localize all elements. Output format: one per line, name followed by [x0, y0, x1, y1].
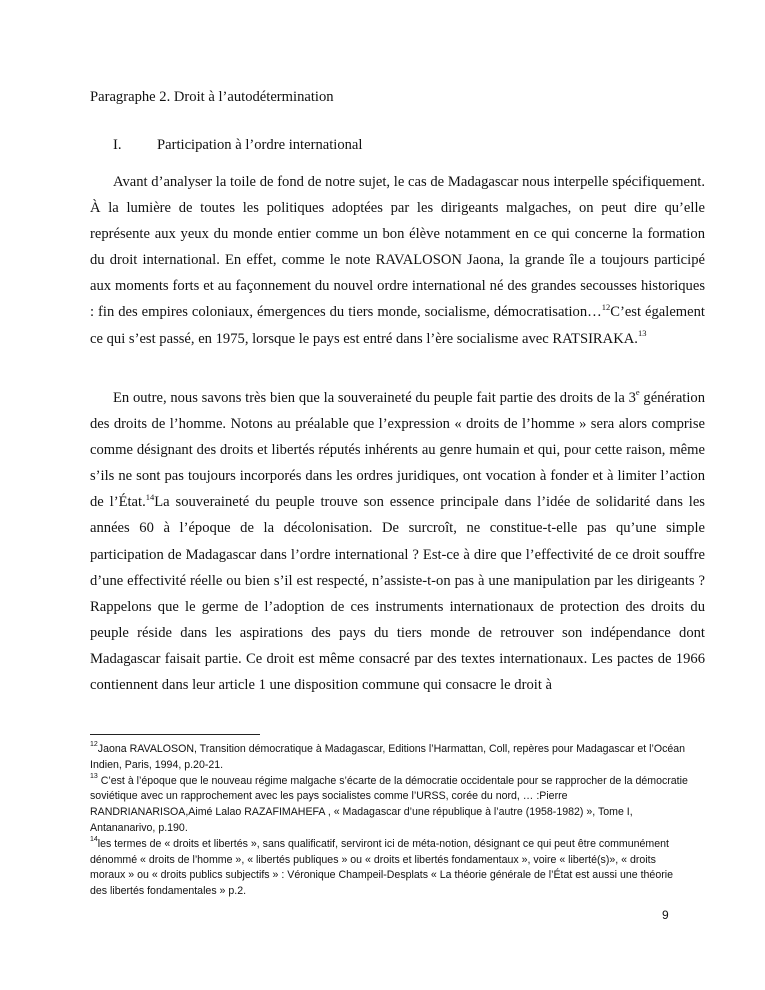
footnote-number: 12	[90, 741, 98, 749]
footnote-text: C’est à l’époque que le nouveau régime malgache s’écarte de la démocratie occidentale pour se rapprocher de la démocratie soviétique avec un rapprochement avec les pays socialistes comme l’URSS, corée du nord, … :Pierre RANDRIANARISOA,Aimé Lalao RAZAFIMAHEFA , « Madagascar d’une république à l’autre (1958-1982) », Tome I, Antananarivo, p.190.	[90, 774, 688, 834]
paragraph-text: C’est également ce qui s’est passé, en 1975, lorsque le pays est entré dans l’ère socialisme avec RATSIRAKA.	[90, 304, 705, 347]
footnotes	[90, 742, 690, 900]
footnote	[90, 837, 690, 900]
footnote-number: 14	[90, 836, 98, 844]
footnote-ref-12[interactable]: 12	[601, 301, 611, 312]
footnote	[90, 742, 690, 774]
page-number: 9	[662, 908, 669, 922]
footnote-text: Jaona RAVALOSON, Transition démocratique à Madagascar, Editions l’Harmattan, Coll, repères pour Madagascar et l’Océan Indien, Paris, 1994, p.20-21.	[90, 743, 686, 771]
subsection-heading	[90, 137, 690, 154]
footnote-number: 13	[90, 773, 98, 781]
footnote-ref-13[interactable]: 13	[637, 327, 647, 338]
footnote-text: les termes de « droits et libertés », sans qualificatif, serviront ici de méta-notion, désignant ce qui peut être communément dénommé « droits de l’homme », « libertés publiques » ou « droits et libertés fondamentaux », voire « liberté(s)», « droits moraux » ou « droits publics subjectifs » : Véronique Champeil-Desplats « La théorie générale de l’État est aussi une théorie des libertés fondamentales » p.2.	[90, 837, 673, 898]
paragraph-text: La souveraineté du peuple trouve son essence principale dans l’idée de solidarité dans les années 60 à l’époque de la décolonisation. De surcroît, ne constitue-t-elle pas qu’une simple participation de Madagascar dans l’ordre international ? Est-ce à dire que l’effectivité de ce droit souffre d’une effectivité réelle ou bien s’il est respecté, n’assiste-t-on pas à une manipulation par les dirigeants ? Rappelons que le germe de l’adoption de ces instruments internationaux de protection des droits du peuple réside dans les aspirations des pays du tiers monde de retrouver son indépendance dont Madagascar faisait partie. Ce droit est même consacré par des textes internationaux. Les pactes de 1966 contiennent dans leur article 1 une disposition commune qui consacre le droit à	[90, 494, 705, 694]
footnote-separator	[90, 734, 260, 735]
subsection-number: I.	[113, 137, 122, 153]
body-paragraph	[90, 169, 705, 352]
paragraph-text: En outre, nous savons très bien que la souveraineté du peuple fait partie des droits de la 3	[113, 390, 636, 406]
ordinal-superscript: e	[635, 387, 640, 398]
subsection-title: Participation à l’ordre international	[157, 137, 363, 153]
footnote-ref-14[interactable]: 14	[145, 491, 155, 502]
body-paragraph	[90, 385, 705, 698]
section-heading: Paragraphe 2. Droit à l’autodétermination	[90, 89, 334, 105]
paragraph-text: Avant d’analyser la toile de fond de notre sujet, le cas de Madagascar nous interpelle spécifiquement. À la lumière de toutes les politiques adoptées par les dirigeants malgaches, on peut dire qu’elle représente aux yeux du monde entier comme un bon élève notamment en ce qui concerne la formation du droit international. En effet, comme le note RAVALOSON Jaona, la grande île a toujours participé aux moments forts et au façonnement du nouvel ordre international né des grandes secousses historiques : fin des empires coloniaux, émergences du tiers monde, socialisme, démocratisation…	[90, 174, 705, 321]
paragraph-text: génération des droits de l’homme. Notons au préalable que l’expression « droits de l’homme » sera alors comprise comme désignant des droits et libertés réputés inhérents au genre humain et qui, pour cette raison, même s’ils ne sont pas toujours incorporés dans les ordres juridiques, ont vocation à fonder et à limiter l’action de l’État.	[90, 390, 705, 511]
footnote	[90, 774, 690, 837]
